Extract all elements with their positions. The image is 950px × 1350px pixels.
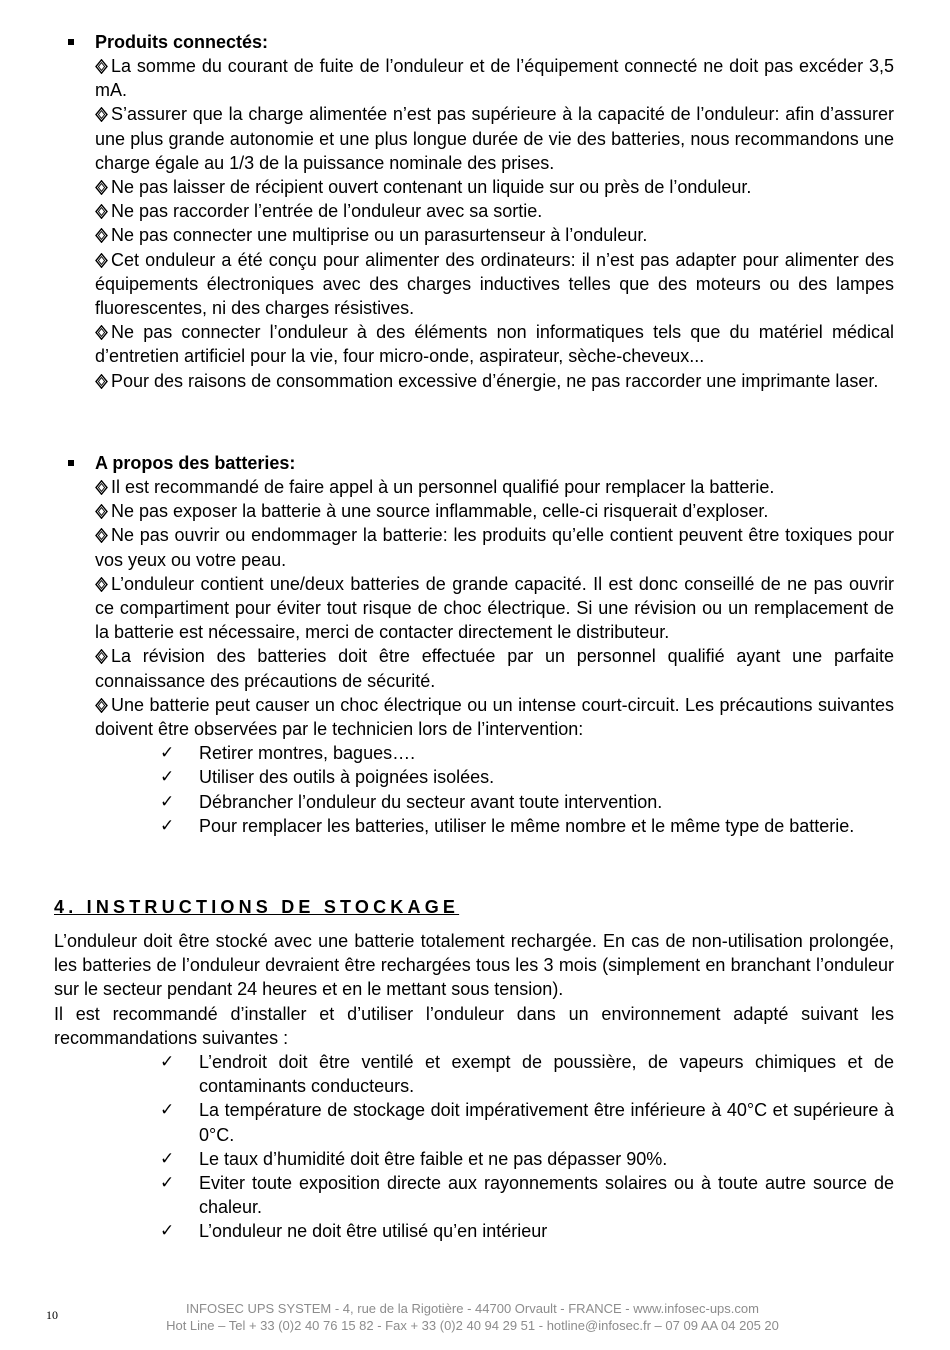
bullet-item (95, 199, 894, 223)
products-list (54, 54, 894, 393)
footer-hotline: Hot Line – Tel + 33 (0)2 40 76 15 82 - Fax + 33 (0)2 40 94 29 51 - hotline@infosec.fr – 07 09 AA 04 205 20 (166, 1318, 779, 1333)
checklist-item-text: Utiliser des outils à poignées isolées. (199, 767, 495, 788)
checklist-item-text: L’endroit doit être ventilé et exempt de poussière, de vapeurs chimiques et de contaminants conducteurs. (199, 1052, 894, 1097)
bullet-item-text: Ne pas exposer la batterie à une source inflammable, celle-ci risquerait d’exploser. (111, 501, 769, 522)
bullet-item (95, 369, 894, 393)
bullet-item (95, 320, 894, 368)
bullet-item-text: Ne pas connecter une multiprise ou un parasurtenseur à l’onduleur. (111, 225, 648, 246)
bullet-item (95, 54, 894, 102)
bullet-item (95, 499, 894, 523)
checklist-item (160, 814, 894, 838)
diamond-bullet-icon (95, 528, 108, 542)
check-mark-icon: ✓ (160, 1148, 175, 1169)
check-mark-icon: ✓ (160, 743, 175, 764)
diamond-bullet-icon (95, 107, 108, 121)
checklist-item-text: Eviter toute exposition directe aux rayonnements solaires ou à toute autre source de chaleur. (199, 1173, 894, 1218)
bullet-item-text: Ne pas connecter l’onduleur à des éléments non informatiques tels que du matériel médical d’entretien artificiel pour la vie, four micro-onde, aspirateur, sèche-cheveux... (95, 322, 894, 367)
check-mark-icon: ✓ (160, 1173, 175, 1194)
batteries-heading (54, 451, 894, 475)
diamond-bullet-icon (95, 504, 108, 518)
bullet-item-text: Ne pas laisser de récipient ouvert contenant un liquide sur ou près de l’onduleur. (111, 177, 752, 198)
check-mark-icon: ✓ (160, 1221, 175, 1242)
checklist-item (160, 1171, 894, 1219)
bullet-item (95, 475, 894, 499)
bullet-item (95, 175, 894, 199)
diamond-bullet-icon (95, 480, 108, 494)
storage-paragraph-1: L’onduleur doit être stocké avec une batterie totalement rechargée. En cas de non-utilisation prolongée, les batteries de l’onduleur devraient être rechargées tous les 3 mois (simplement en branchant l’onduleur sur le secteur pendant 24 heures et en le mettant sous tension). (54, 931, 894, 1000)
bullet-item-text: Une batterie peut causer un choc électrique ou un intense court-circuit. Les précautions suivantes doivent être observées par le technicien lors de l’intervention: (95, 694, 894, 740)
footer-address: INFOSEC UPS SYSTEM - 4, rue de la Rigotière - 44700 Orvault - FRANCE - www.infosec-ups.com (186, 1301, 759, 1316)
bullet-item-text: S’assurer que la charge alimentée n’est pas supérieure à la capacité de l’onduleur: afin d’assurer une plus grande autonomie et une plus longue durée de vie des batteries, nous recommandons une charge égale au 1/3 de la puissance nominale des prises. (95, 104, 894, 173)
batteries-section (54, 451, 894, 838)
bullet-item (95, 523, 894, 571)
diamond-bullet-icon (95, 374, 108, 388)
diamond-bullet-icon (95, 228, 108, 242)
check-mark-icon: ✓ (160, 1052, 175, 1073)
bullet-item-text: L’onduleur contient une/deux batteries de grande capacité. Il est donc conseillé de ne pas ouvrir ce compartiment pour éviter tout risque de choc électrique. Si une révision ou un remplacement de la batterie est nécessaire, merci de contacter directement le distributeur. (95, 573, 894, 643)
bullet-item (95, 572, 894, 645)
checklist-item-text: La température de stockage doit impérativement être inférieure à 40°C et supérieure à 0°C. (199, 1100, 894, 1145)
page-number: 10 (46, 1308, 58, 1322)
checklist-item (160, 1098, 894, 1146)
bullet-item (95, 644, 894, 692)
check-mark-icon: ✓ (160, 791, 175, 812)
batteries-heading-text: A propos des batteries: (95, 453, 296, 473)
diamond-bullet-icon (95, 253, 108, 267)
checklist-item-text: Le taux d’humidité doit être faible et ne pas dépasser 90%. (199, 1148, 668, 1169)
checklist-item (160, 1147, 894, 1171)
storage-heading: 4. INSTRUCTIONS DE STOCKAGE (54, 897, 460, 917)
bullet-item-text: Il est recommandé de faire appel à un personnel qualifié pour remplacer la batterie. (111, 477, 775, 497)
checklist-item (160, 790, 894, 814)
check-mark-icon: ✓ (160, 1100, 175, 1121)
bullet-item-text: Cet onduleur a été conçu pour alimenter des ordinateurs: il n’est pas adapter pour alimenter des équipements électroniques avec des charges inductives telles que des moteurs ou des lampes fluorescentes, ni des charges résistives. (95, 249, 894, 319)
check-mark-icon: ✓ (160, 767, 175, 788)
diamond-bullet-icon (95, 325, 108, 339)
batteries-checklist (160, 741, 894, 838)
storage-paragraph-2: Il est recommandé d’installer et d’utiliser l’onduleur dans un environnement adapté suivant les recommandations suivantes : (54, 1003, 894, 1048)
batteries-list (54, 475, 894, 741)
checklist-item (160, 1219, 894, 1243)
bullet-item (95, 693, 894, 741)
checklist-item-text: Débrancher l’onduleur du secteur avant toute intervention. (199, 791, 663, 812)
bullet-item (95, 248, 894, 321)
bullet-item-text: Ne pas ouvrir ou endommager la batterie: les produits qu’elle contient peuvent être toxiques pour vos yeux ou votre peau. (95, 525, 894, 570)
diamond-bullet-icon (95, 180, 108, 194)
check-mark-icon: ✓ (160, 815, 175, 836)
diamond-bullet-icon (95, 59, 108, 73)
checklist-item-text: L’onduleur ne doit être utilisé qu’en intérieur (199, 1221, 548, 1242)
bullet-item-text: Ne pas raccorder l’entrée de l’onduleur avec sa sortie. (111, 201, 543, 222)
diamond-bullet-icon (95, 649, 108, 663)
diamond-bullet-icon (95, 204, 108, 218)
diamond-bullet-icon (95, 698, 108, 712)
bullet-item (95, 223, 894, 247)
products-section (54, 30, 894, 393)
checklist-item-text: Retirer montres, bagues…. (199, 743, 416, 764)
products-heading-text: Produits connectés: (95, 32, 269, 52)
bullet-item-text: La révision des batteries doit être effectuée par un personnel qualifié ayant une parfaite connaissance des précautions de sécurité. (95, 646, 894, 691)
products-heading (54, 30, 894, 54)
bullet-item-text: La somme du courant de fuite de l’onduleur et de l’équipement connecté ne doit pas excéder 3,5 mA. (95, 56, 894, 101)
square-bullet-icon (68, 460, 74, 466)
checklist-item (160, 741, 894, 765)
checklist-item (160, 1050, 894, 1098)
checklist-item (160, 765, 894, 789)
storage-section (54, 929, 894, 1244)
checklist-item-text: Pour remplacer les batteries, utiliser le même nombre et le même type de batterie. (199, 815, 855, 836)
diamond-bullet-icon (95, 577, 108, 591)
square-bullet-icon (68, 39, 74, 45)
storage-checklist (160, 1050, 894, 1244)
bullet-item-text: Pour des raisons de consommation excessive d’énergie, ne pas raccorder une imprimante laser. (111, 370, 879, 391)
bullet-item (95, 102, 894, 175)
